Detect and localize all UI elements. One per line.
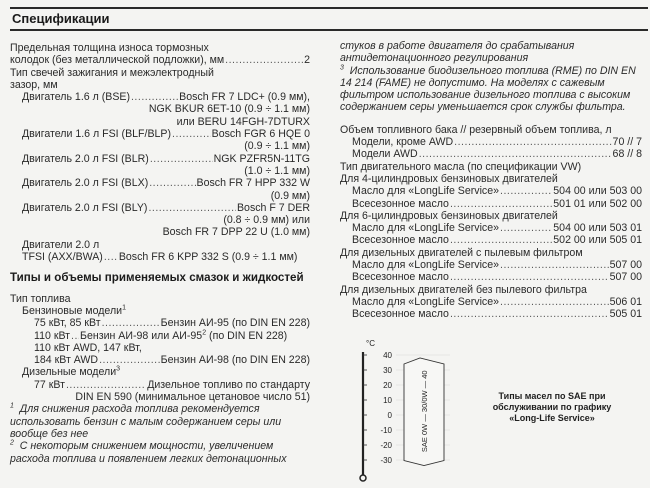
- footnote-text: С некоторым снижением мощности, увеличением расхода топлива и появлением легких детонационных: [10, 440, 287, 465]
- temperature-tick-label: 40: [383, 351, 392, 360]
- fuel-value: Бензин АИ-98 (по DIN EN 228): [160, 354, 310, 367]
- oil-row: [340, 308, 642, 320]
- engine-plug-extra: (1.0 ÷ 1.1 мм): [244, 164, 310, 177]
- engine-plug-extra: NGK BKUR 6ET-10 (0.9 ÷ 1.1 мм): [148, 103, 310, 116]
- leader-dots: [450, 198, 552, 210]
- caption-line: Типы масел по SAE при: [498, 391, 606, 401]
- leader-dots: [104, 251, 118, 263]
- leader-dots: [149, 177, 195, 189]
- oil-spec: 507 00: [609, 271, 642, 284]
- brake-pad-label: колодок (без металлической подложки), мм: [10, 54, 225, 67]
- leader-dots: [500, 296, 609, 308]
- oil-spec: 504 00 или 503 00: [553, 185, 642, 198]
- fuel-value: [80, 330, 287, 342]
- leader-dots: [450, 271, 609, 283]
- oil-row: [340, 234, 642, 246]
- footnote-continuation: стуков в работе двигателя до срабатывания антидетонационного регулирования: [340, 40, 575, 65]
- temperature-tick-label: 10: [383, 396, 392, 405]
- footnote-number: 3: [340, 64, 344, 72]
- section-title: Типы и объемы применяемых смазок и жидкостей: [10, 271, 304, 285]
- footnote-ref: 2: [202, 329, 207, 336]
- spark-plug-gap-label: зазор, мм: [10, 78, 58, 91]
- leader-dots: [148, 202, 236, 214]
- engine-label: Двигатель 2.0 л FSI (BLR): [22, 152, 149, 165]
- fuel-row: [10, 330, 310, 342]
- oil-spec: 505 01: [609, 308, 642, 321]
- brake-pad-row: [10, 54, 310, 66]
- page-title: Спецификации: [12, 11, 110, 26]
- sae-range-label: SAE 0W — 30/0W — 40: [420, 370, 429, 453]
- leader-dots: [131, 91, 178, 103]
- engine-plug-extra: Bosch FR 7 DPP 22 U (1.0 мм): [162, 226, 310, 239]
- petrol-models-label: Бензиновые модели: [22, 304, 123, 317]
- oil-row: [340, 259, 642, 271]
- tank-row: [340, 148, 642, 160]
- engine-plug: Bosch F 7 DER: [236, 201, 310, 214]
- footnote: [10, 403, 310, 440]
- engine-row: [10, 177, 310, 189]
- diesel-models-heading: [10, 366, 310, 378]
- engine-row: [10, 91, 310, 103]
- engine-plug: Bosch FR 6 KPP 332 S (0.9 ÷ 1.1 мм): [118, 251, 298, 264]
- leader-dots: [66, 379, 146, 391]
- thermometer-bulb: [360, 475, 366, 481]
- caption-line: «Long-Life Service»: [509, 413, 595, 423]
- oil-group-title: Для дизельных двигателей с пылевым фильтром: [340, 246, 583, 259]
- diagram-caption: [487, 391, 617, 424]
- caption-line: обслуживании по графику: [492, 402, 612, 412]
- page-header: [10, 7, 648, 31]
- fuel-value-standard: (по DIN EN 228): [206, 329, 288, 342]
- leader-dots: [419, 148, 612, 160]
- temperature-unit: °C: [366, 339, 375, 348]
- footnote-ref: 3: [116, 365, 121, 373]
- petrol-models-heading: [10, 305, 310, 317]
- leader-dots: [500, 185, 552, 197]
- oil-spec: 504 00 или 503 01: [553, 222, 642, 235]
- oil-group-title: Для 4-цилиндровых бензиновых двигателей: [340, 172, 558, 185]
- fuel-value: Бензин АИ-95 (по DIN EN 228): [160, 317, 310, 330]
- leader-dots: [225, 54, 303, 66]
- power-label: 184 кВт AWD: [34, 354, 99, 367]
- engine-row: [10, 153, 310, 165]
- leader-dots: [450, 234, 552, 246]
- engine-plug: Bosch FR 7 HPP 332 W: [196, 177, 310, 190]
- footnote-number: 1: [10, 402, 14, 410]
- engine-row: [10, 202, 310, 214]
- engine-plug-extra: (0.9 ÷ 1.1 мм): [244, 140, 310, 153]
- engine-plug: NGK PZFR5N-11TG: [213, 152, 310, 165]
- engine-label: TFSI (AXX/BWA): [22, 251, 103, 264]
- leader-dots: [500, 259, 609, 271]
- footnote: [10, 440, 310, 465]
- footnote-number: 2: [10, 439, 14, 447]
- oil-spec: 501 01 или 502 00: [553, 197, 642, 210]
- oil-label: Всесезонное масло: [352, 271, 449, 284]
- tfsi-heading: Двигатели 2.0 л: [22, 238, 100, 251]
- oil-label: Всесезонное масло: [352, 197, 449, 210]
- engine-label: Двигатель 2.0 л FSI (BLX): [22, 177, 149, 190]
- oil-spec: 507 00: [609, 259, 642, 272]
- oil-spec: 502 00 или 505 01: [553, 234, 642, 247]
- power-label: 110 кВт: [34, 329, 71, 342]
- footnote: [340, 65, 642, 114]
- leader-dots: [450, 308, 609, 320]
- engine-row: [10, 128, 310, 140]
- spark-plug-heading: Тип свечей зажигания и межэлектродный: [10, 66, 214, 79]
- leader-dots: [454, 136, 611, 148]
- tank-value: 68 // 8: [612, 148, 642, 161]
- leader-dots: [500, 222, 552, 234]
- oil-label: Масло для «LongLife Service»: [352, 295, 500, 308]
- oil-label: Всесезонное масло: [352, 308, 449, 321]
- temperature-tick-label: -10: [380, 426, 392, 435]
- brake-pad-value: 2: [304, 54, 310, 67]
- oil-row: [340, 296, 642, 308]
- oil-row: [340, 185, 642, 197]
- left-column: [10, 42, 310, 465]
- temperature-tick-label: 30: [383, 366, 392, 375]
- engine-plug: Bosch FGR 6 HQE 0: [211, 128, 310, 141]
- temperature-tick-label: -30: [380, 456, 392, 465]
- leader-dots: [71, 330, 79, 342]
- footnote-text: Для снижения расхода топлива рекомендуется использовать бензин с малым содержанием серы или вообще без нее: [10, 403, 282, 440]
- footnote-text: Использование биодизельного топлива (RME) по DIN EN 14 214 (FAME) не допустимо. На моделях с сажевым фильтром использование дизельного топлива с высоким содержанием серы уменьшается срок службы фильтра.: [340, 64, 636, 114]
- power-label: 110 кВт AWD, 147 кВт,: [34, 341, 142, 354]
- oil-row: [340, 222, 642, 234]
- oil-label: Масло для «LongLife Service»: [352, 259, 500, 272]
- diesel-models-label: Дизельные модели: [22, 366, 117, 379]
- leader-dots: [150, 153, 213, 165]
- tank-row: [340, 136, 642, 148]
- fuel-value: Дизельное топливо по стандарту: [147, 378, 310, 391]
- oil-group-title: Для дизельных двигателей без пылевого фильтра: [340, 283, 587, 296]
- engine-row: [10, 251, 310, 263]
- tank-label: Модели AWD: [352, 148, 418, 161]
- oil-spec: 506 01: [609, 295, 642, 308]
- power-label: 75 кВт, 85 кВт: [34, 317, 101, 330]
- sae-temperature-diagram: [340, 335, 460, 487]
- tank-label: Модели, кроме AWD: [352, 136, 454, 149]
- engine-plug-extra: или BERU 14FGH-7DTURX: [176, 115, 310, 128]
- engine-plug-extra: (0.9 мм): [270, 189, 310, 202]
- fuel-row: [10, 354, 310, 366]
- fuel-value-text: Бензин АИ-98 или АИ-95: [80, 329, 203, 342]
- fuel-row: [10, 317, 310, 329]
- tank-value: 70 // 7: [612, 136, 642, 149]
- fuel-tank-heading: Объем топливного бака // резервный объем топлива, л: [340, 123, 612, 136]
- temperature-tick-label: 20: [383, 381, 392, 390]
- leader-dots: [172, 128, 211, 140]
- oil-type-heading: Тип двигательного масла (по спецификации VW): [340, 160, 582, 173]
- oil-label: Всесезонное масло: [352, 234, 449, 247]
- oil-group-title: Для 6-цилиндровых бензиновых двигателей: [340, 209, 558, 222]
- leader-dots: [99, 354, 160, 366]
- temperature-tick-label: -20: [380, 441, 392, 450]
- fuel-type-heading: Тип топлива: [10, 292, 71, 305]
- engine-label: Двигатель 2.0 л FSI (BLY): [22, 201, 148, 214]
- oil-row: [340, 271, 642, 283]
- engine-plug-extra: (0.8 ÷ 0.9 мм) или: [223, 214, 310, 227]
- power-label: 77 кВт: [34, 378, 65, 391]
- brake-pad-heading: Предельная толщина износа тормозных: [10, 42, 209, 54]
- footnote-ref: 1: [122, 304, 126, 312]
- temperature-tick-label: 0: [387, 411, 392, 420]
- oil-row: [340, 198, 642, 210]
- fuel-value-extra: DIN EN 590 (минимальное цетановое число 51): [75, 391, 310, 404]
- oil-label: Масло для «LongLife Service»: [352, 185, 500, 198]
- leader-dots: [102, 317, 160, 329]
- engine-label: Двигатель 1.6 л (BSE): [22, 91, 130, 104]
- fuel-row: [10, 379, 310, 391]
- engine-label: Двигатели 1.6 л FSI (BLF/BLP): [22, 128, 171, 141]
- engine-plug: Bosch FR 7 LDC+ (0.9 мм),: [179, 91, 310, 104]
- right-column: [340, 40, 642, 321]
- oil-label: Масло для «LongLife Service»: [352, 222, 500, 235]
